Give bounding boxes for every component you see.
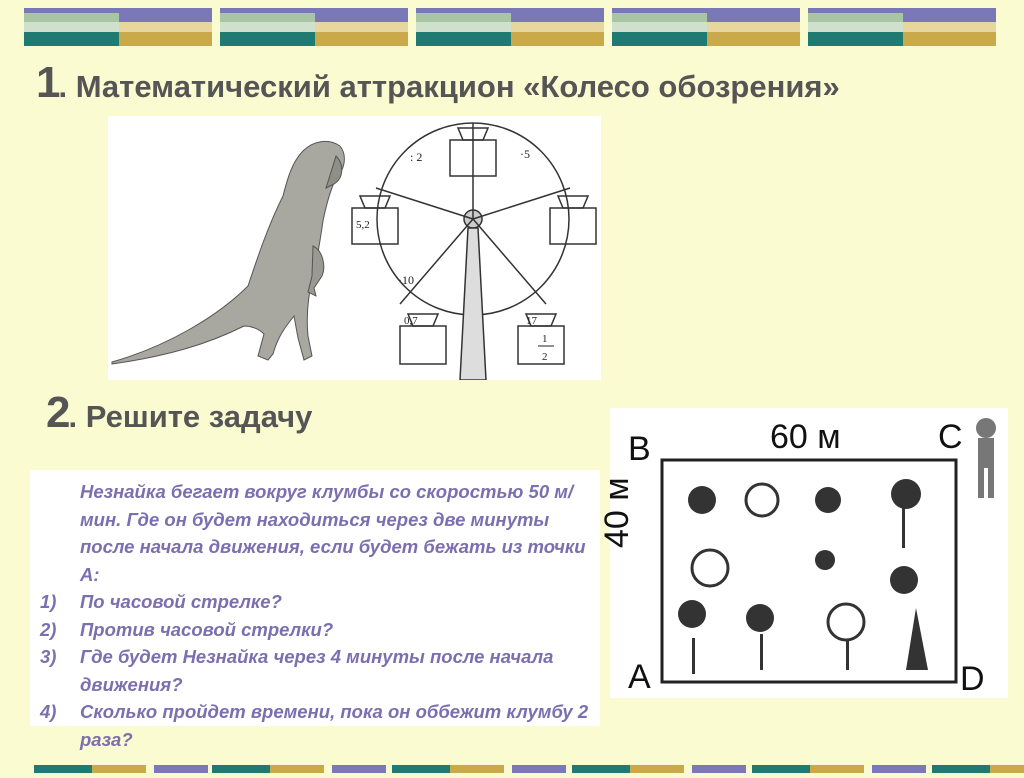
corner-b-label: B <box>628 430 651 468</box>
question-text: По часовой стрелке? <box>80 591 282 612</box>
left-side-length: 40 м <box>598 477 636 548</box>
ferris-op-7: 1 <box>542 333 548 345</box>
top-side-length: 60 м <box>770 418 841 456</box>
corner-d-label: D <box>960 660 985 698</box>
question-text: Где будет Незнайка через 4 минуты после начала движения? <box>80 646 554 695</box>
ferris-op-8: 2 <box>542 351 548 363</box>
task-question <box>40 698 600 753</box>
heading2-text: . Решите задачу <box>68 399 313 434</box>
task-text <box>40 478 600 753</box>
question-number: 2) <box>40 618 57 640</box>
ferris-op-1: : 2 <box>410 150 423 164</box>
heading-solve-task <box>46 388 312 438</box>
task-intro: Незнайка бегает вокруг клумбы со скоростью 50 м/мин. Где он будет находиться через две минуты после начала движения, если будет бежать из точки А: <box>80 481 586 585</box>
ferris-op-3: 5,2 <box>356 219 370 231</box>
heading-number: 1 <box>36 58 59 107</box>
dinosaur-picture <box>112 141 344 364</box>
task-question <box>40 643 600 698</box>
question-number: 3) <box>40 646 57 667</box>
corner-c-label: C <box>938 418 963 456</box>
heading-ferris-wheel <box>36 58 840 108</box>
task-question <box>40 616 600 644</box>
ferris-op-6: 17 <box>526 315 537 327</box>
heading-text: . Математический аттракцион «Колесо обозрения» <box>58 69 840 104</box>
corner-a-label: A <box>628 658 651 696</box>
question-text: Сколько пройдет времени, пока он оббежит клумбу 2 раза? <box>80 701 589 750</box>
question-number: 4) <box>40 701 57 722</box>
ferris-op-5: 0,7 <box>404 315 418 327</box>
top-decorative-band <box>24 8 1000 46</box>
question-number: 1) <box>40 591 57 612</box>
garden-illustration <box>598 408 1008 698</box>
ferris-wheel-illustration <box>108 116 601 380</box>
ferris-op-2: ·5 <box>520 147 530 161</box>
question-text: Против часовой стрелки? <box>80 618 334 640</box>
heading2-number: 2 <box>46 388 69 437</box>
task-question <box>40 588 600 616</box>
bottom-decorative-band <box>34 760 1024 768</box>
ferris-op-4: ·10 <box>398 273 414 287</box>
ferris-wheel-picture <box>352 123 596 380</box>
